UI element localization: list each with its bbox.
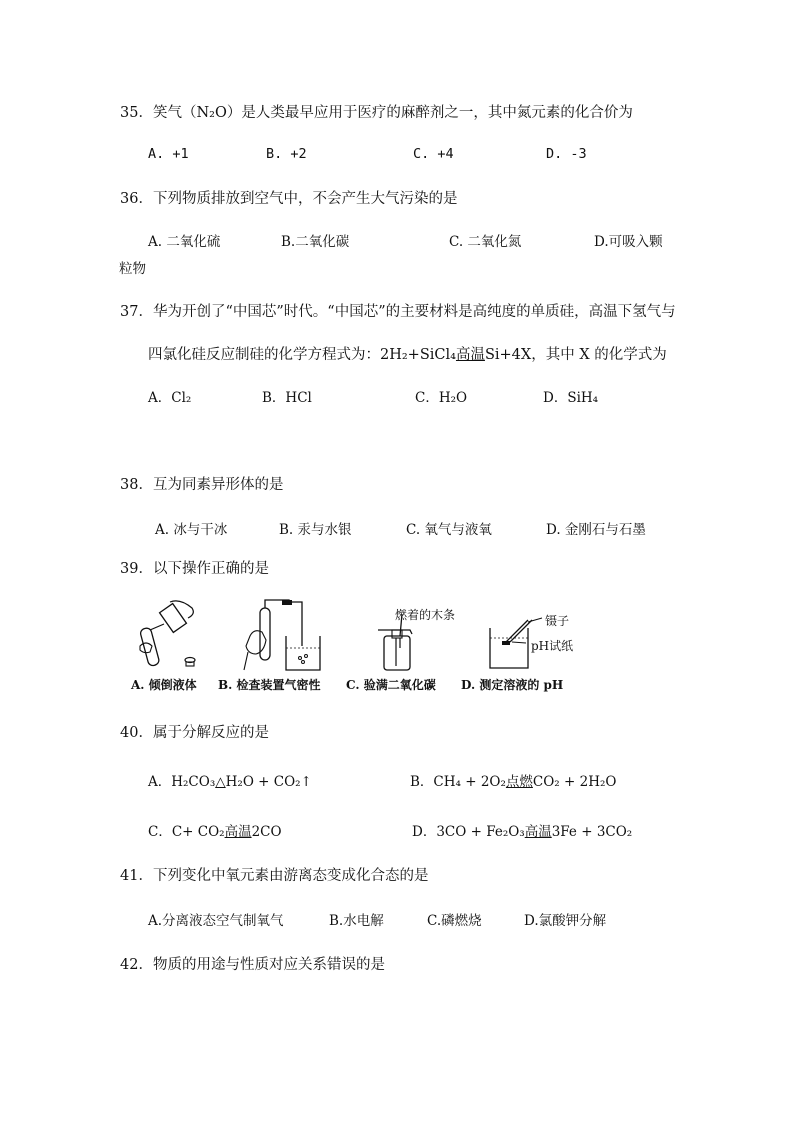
question-37-stem-line2 [148,343,667,364]
q37-equation-lhs: 四氯化硅反应制硅的化学方程式为：2H₂+SiCl₄ [148,347,456,363]
q40-b-products: CO₂ + 2H₂O [532,774,617,790]
figure-a-caption: A. 倾倒液体 [131,678,197,692]
q40-a-condition: △ [215,774,226,790]
figure-d-caption: D. 测定溶液的 pH [461,678,564,692]
q41-option-b: B.水电解 [329,913,384,929]
q38-option-a: A. 冰与干冰 [155,522,228,538]
q40-b-condition: 点燃 [505,774,533,790]
question-39-stem: 39．以下操作正确的是 [120,561,269,577]
figure-d-label-tweezers: 镊子 [545,614,570,628]
q37-option-d: D．SiH₄ [543,390,599,406]
q37-option-a: A．Cl₂ [148,390,192,406]
q41-option-c: C.磷燃烧 [427,913,482,929]
q35-option-a: A. +1 [148,146,189,162]
question-41-stem: 41．下列变化中氧元素由游离态变成化合态的是 [120,868,429,884]
question-38-stem: 38．互为同素异形体的是 [120,477,284,493]
q40-c-reactants: C．C+ CO₂ [148,824,225,840]
q36-option-c: C. 二氧化氮 [449,234,522,250]
figure-c-label-burning-stick: 燃着的木条 [395,608,456,622]
q40-c-products: 2CO [251,824,282,840]
q40-option-b [410,770,616,790]
q38-option-c: C. 氧气与液氧 [406,522,492,538]
q41-option-d: D.氯酸钾分解 [524,913,607,929]
question-40-stem: 40．属于分解反应的是 [120,725,269,741]
q37-option-b: B．HCl [262,390,312,406]
q36-option-a: A. 二氧化硫 [148,234,221,250]
q36-option-d-wrap: 粒物 [119,261,146,277]
question-37-stem: 37．华为开创了“中国芯”时代。“中国芯”的主要材料是高纯度的单质硅，高温下氢气与 [120,304,676,320]
q40-b-reactants: B．CH₄ + 2O₂ [410,774,506,790]
q37-condition: 高温 [455,347,485,363]
q40-option-d [412,820,632,840]
q36-option-d: D.可吸入颗 [594,234,663,250]
q40-a-reactants: A．H₂CO₃ [148,774,216,790]
q40-d-products: 3Fe + 3CO₂ [551,824,633,840]
q37-option-c: C．H₂O [415,390,468,406]
q35-option-b: B. +2 [266,146,307,162]
q35-option-c: C. +4 [413,146,454,162]
question-42-stem: 42．物质的用途与性质对应关系错误的是 [120,957,385,973]
figure-c-caption: C. 验满二氧化碳 [346,678,436,692]
q38-option-d: D. 金刚石与石墨 [546,522,646,538]
q35-option-d: D. -3 [546,146,587,162]
question-35-stem: 35．笑气（N₂O）是人类最早应用于医疗的麻醉剂之一，其中氮元素的化合价为 [120,105,633,121]
q40-c-condition: 高温 [224,824,252,840]
q36-option-b: B.二氧化碳 [281,234,350,250]
figure-b-caption: B. 检查装置气密性 [218,678,321,692]
q37-equation-rhs: Si+4X，其中 X 的化学式为 [484,347,667,363]
q41-option-a: A.分离液态空气制氧气 [148,913,284,929]
q40-d-condition: 高温 [524,824,552,840]
q40-option-c [148,820,282,840]
figure-a-pouring-liquid [130,598,210,673]
figure-d-label-ph-paper: pH试纸 [531,639,574,653]
question-36-stem: 36．下列物质排放到空气中，不会产生大气污染的是 [120,191,458,207]
q40-a-products: H₂O + CO₂↑ [225,774,312,790]
q40-d-reactants: D．3CO + Fe₂O₃ [412,824,525,840]
q38-option-b: B. 汞与水银 [279,522,352,538]
figure-b-airtightness-check [236,596,326,674]
q40-option-a [148,770,312,790]
